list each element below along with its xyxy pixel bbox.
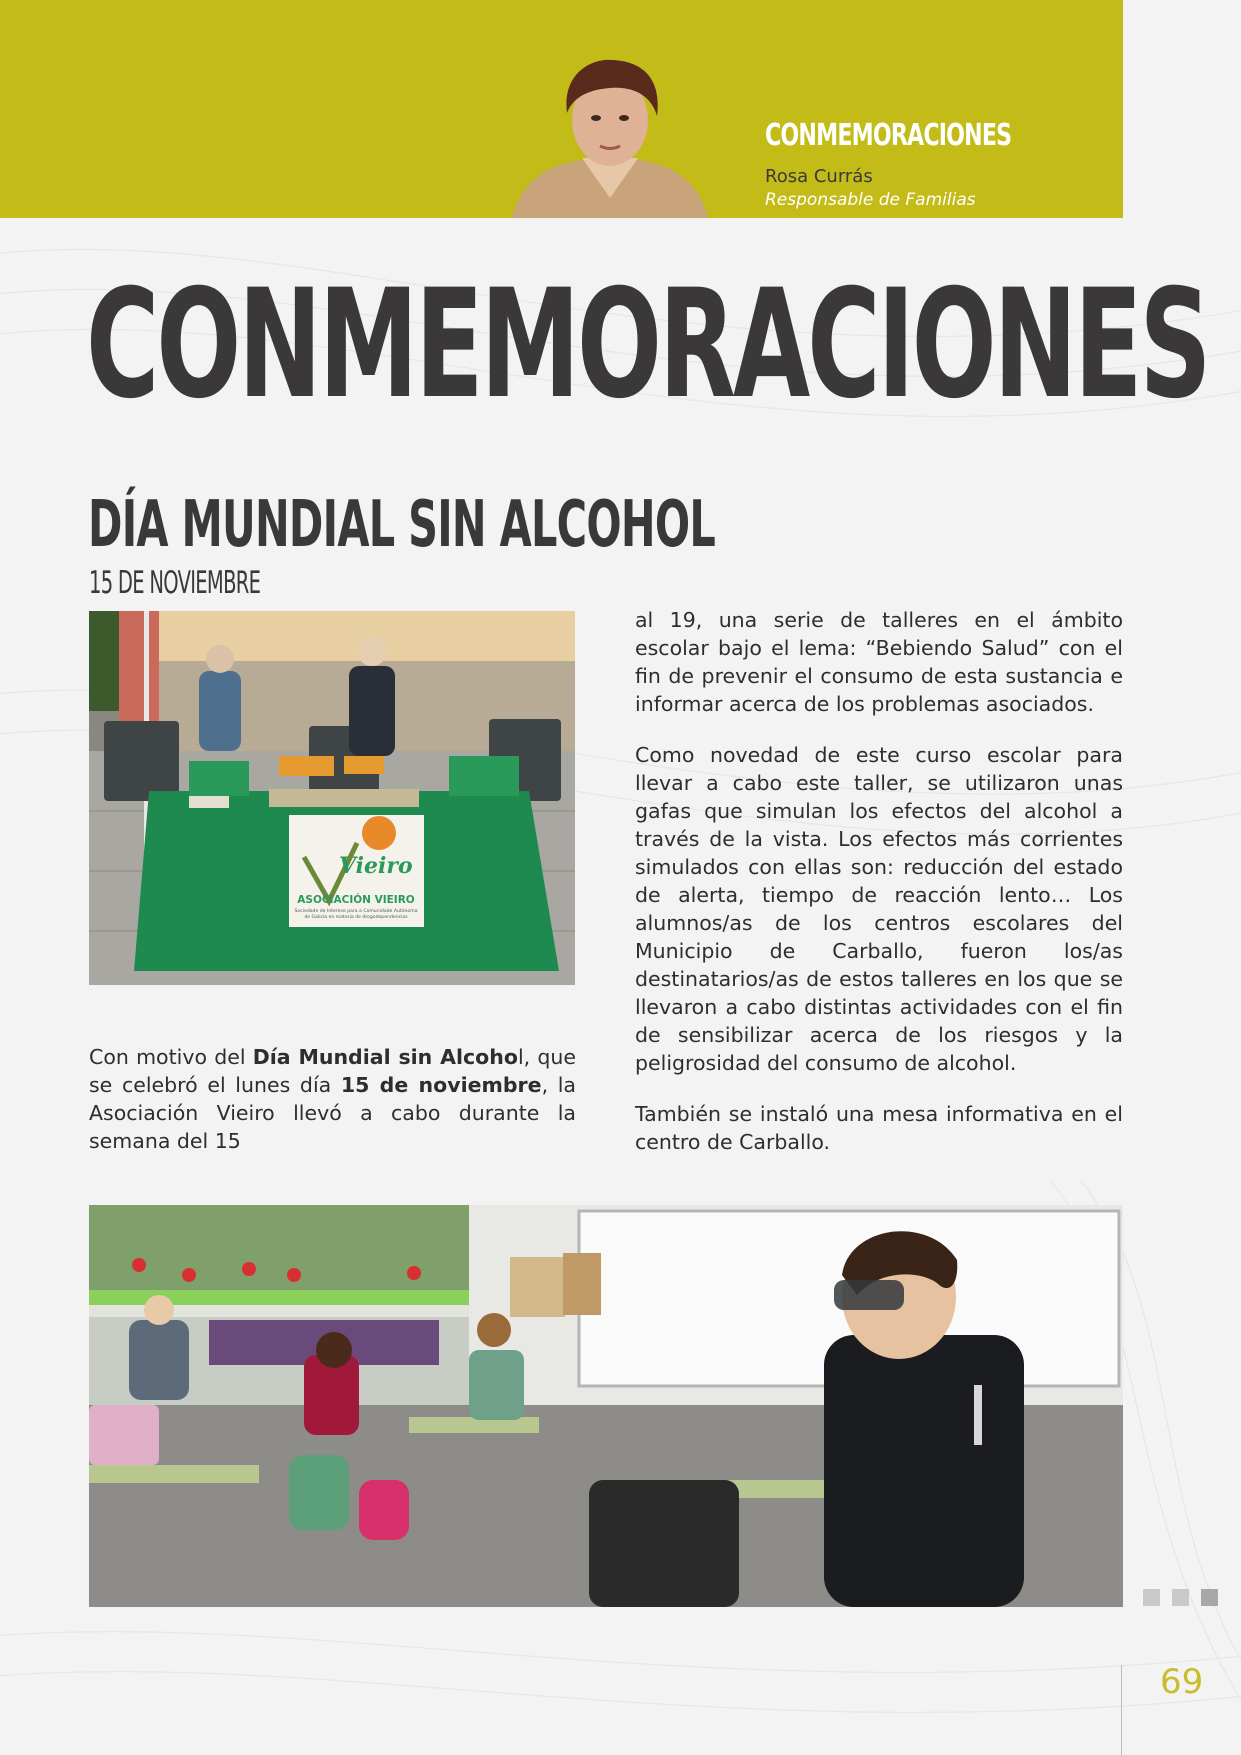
- header-author-name: Rosa Currás: [765, 166, 873, 187]
- text-run: l, que se celebró el lunes día: [89, 1045, 576, 1097]
- text-run: , la Asociación Vieiro llevó a cabo durante la semana del 15: [89, 1073, 576, 1153]
- vieiro-org-desc-1: Sociedade de Interese para a Comunidade Autónoma: [294, 909, 418, 914]
- article-date: 15 DE NOVIEMBRE: [89, 565, 261, 601]
- vieiro-org-desc-2: de Galicia en materia de drogodependencias: [304, 915, 408, 920]
- article-column-right: [635, 606, 1123, 1179]
- article-title: DÍA MUNDIAL SIN ALCOHOL: [88, 488, 716, 562]
- decorative-squares: [1143, 1589, 1218, 1610]
- author-portrait: [512, 58, 708, 218]
- header-section-title: CONMEMORACIONES: [765, 118, 1012, 153]
- photo-info-table: [89, 611, 575, 985]
- header-author-role: Responsable de Familias: [765, 190, 976, 210]
- text-run-bold: 15 de noviembre: [340, 1073, 542, 1097]
- header-band: [0, 0, 1123, 218]
- article-paragraph: También se instaló una mesa informativa en el centro de Carballo.: [635, 1102, 1123, 1154]
- footer-divider: [1121, 1665, 1122, 1755]
- page-number: 69: [1160, 1662, 1204, 1702]
- article-paragraph: [89, 1043, 576, 1155]
- vieiro-logo-text: Vieiro: [339, 853, 413, 879]
- article-paragraph: Como novedad de este curso escolar para llevar a cabo este taller, se utilizaron unas gafas que simulan los efectos del alcohol a través de la vista. Los efectos más corrientes simulados con ellas son: reducción del estado de alerta, tiempo de reacción lento… Los alumnos/as de los centros escolares del Municipio de Carballo, fueron los/as destinatarios/as de estos talleres en los que se llevaron a cabo distintas actividades con el fin de sensibilizar acerca de los riesgos y la peligrosidad del consumo de alcohol.: [635, 743, 1123, 1075]
- vieiro-org-name: ASOCIACIÓN VIEIRO: [297, 894, 415, 906]
- article-column-left: [89, 1043, 576, 1178]
- article-paragraph: al 19, una serie de talleres en el ámbito escolar bajo el lema: “Bebiendo Salud” con el fin de prevenir el consumo de esta sustancia e informar acerca de los problemas asociados.: [635, 608, 1123, 716]
- text-run: Con motivo del: [89, 1045, 253, 1069]
- page-title: CONMEMORACIONES: [86, 258, 1209, 432]
- text-run-bold: Día Mundial sin Alcoho: [252, 1045, 518, 1069]
- photo-classroom: [89, 1205, 1123, 1607]
